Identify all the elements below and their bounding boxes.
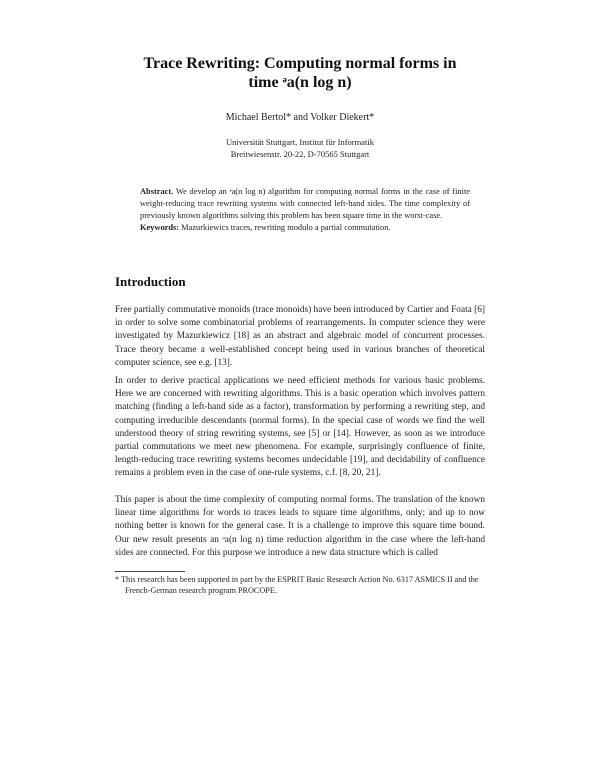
paragraph-2: In order to derive practical applications we need efficient methods for various basic problems. Here we are concerned with rewriting algorithms. This is a basic operation which involves pattern matching (finding a left-hand side as a factor), transformation by performing a rewriting step, and computing irreducible descendants (normal forms). In the special case of words we find the well understood theory of string rewriting systems, see [5] or [14]. However, as soon as we introduce partial commutations we meet new phenomena. For example, surprisingly confluence of finite, length-reducing trace rewriting systems becomes undecidable [19], and decidability of confluence remains a problem even in the case of one-rule systems, c.f. [8, 20, 21]. [115, 376, 485, 479]
paper-title-line-2: time ᵊa(n log n) [248, 74, 352, 91]
keywords-text: Mazurkiewics traces, rewriting modulo a partial commutation. [179, 223, 391, 232]
footnote: * This research has been supported in part by the ESPRIT Basic Research Action No. 6317 ASMICS II and the French-German research program PROCOPE. [115, 575, 479, 595]
section-heading-introduction: Introduction [115, 274, 186, 289]
keywords-label: Keywords: [140, 223, 180, 232]
paragraph-3: This paper is about the time complexity of computing normal forms. The translation of the known linear time algorithms for words to traces leads to square time algorithms, only; and up to now nothing better is known for the general case. It is a challenge to improve this square time bound. Our new result presents an ᵊa(n log n) time reduction algorithm in the case where the left-hand sides are connected. For this purpose we introduce a new data structure which is called [115, 495, 485, 558]
affiliation-line-1: Universität Stuttgart, Institut für Informatik [225, 137, 374, 147]
abstract [140, 186, 470, 234]
affiliation-line-2: Breitwiesenstr. 20-22, D-70565 Stuttgart [230, 149, 370, 159]
footnote-rule [115, 571, 185, 572]
paper-title-line-1: Trace Rewriting: Computing normal forms in [143, 55, 457, 72]
abstract-text: We develop an ᵊa(n log n) algorithm for computing normal forms in the case of finite weight-reducing trace rewriting systems with connected left-hand sides. The time complexity of previously known algorithms solving this problem has been square time in the worst-case. [140, 187, 470, 220]
abstract-label: Abstract. [140, 187, 174, 196]
authors: Michael Bertol* and Volker Diekert* [225, 112, 375, 123]
paragraph-1: Free partially commutative monoids (trace monoids) have been introduced by Cartier and Foata [6] in order to solve some combinatorial problems of rearrangements. In computer science they were investigated by Mazurkiewicz [18] as an abstract and algebraic model of concurrent processes. Trace theory became a well-established concept being used in various branches of theoretical computer science, see e.g. [13]. [115, 305, 485, 368]
